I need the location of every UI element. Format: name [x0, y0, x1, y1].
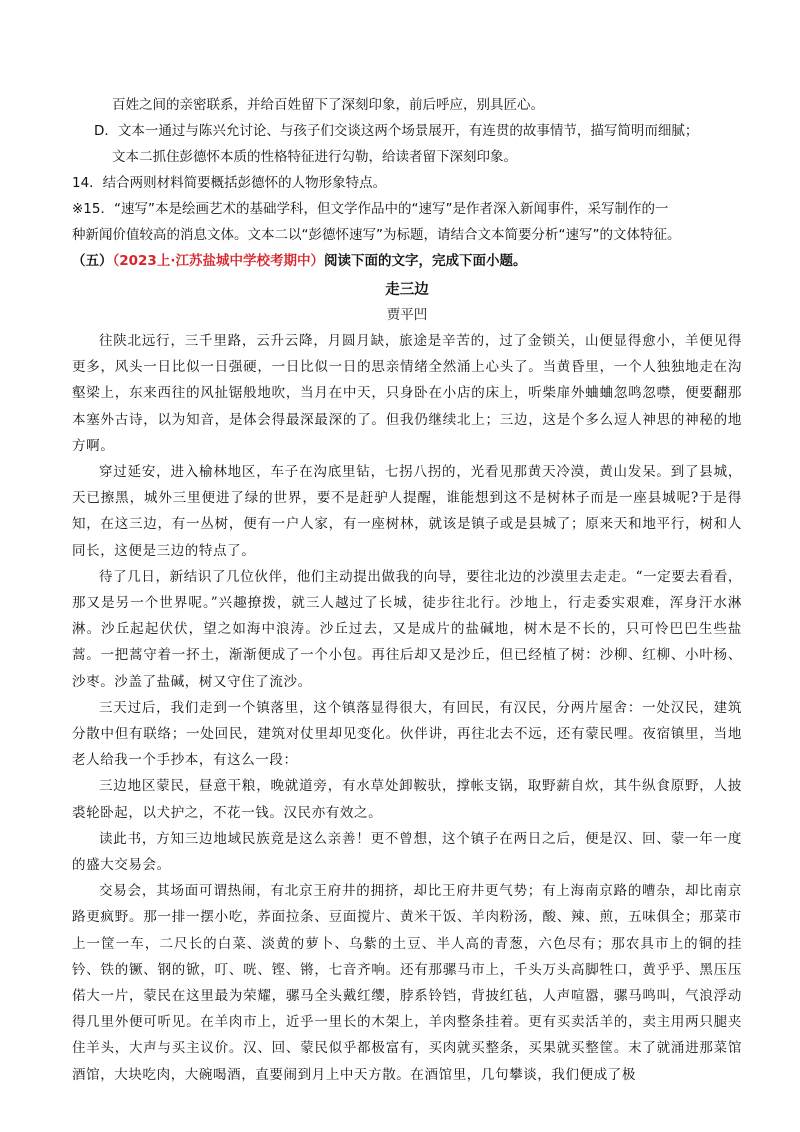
section-number: （五）: [72, 253, 113, 269]
article-title: 走三边: [385, 282, 429, 298]
question-15-line1: ※15．“速写”本是绘画艺术的基础学科，但文学作品中的“速写”是作者深入新闻事件，采写制作的一: [72, 201, 669, 217]
paragraph: 往陕北远行，三千里路，云升云降，月圆月缺，旅途是辛苦的，过了金锁关，山便显得愈小，羊便见得更多，风头一日比似一日强硬，一日比似一日的思亲情绪全然涌上心头了。当黄昏里，一个人独独地走在沟壑梁上，东来西往的风扯锯般地吹，当月在中天，只身卧在小店的床上，听柴扉外蛐蛐忽鸣忽噤，便要翻那本塞外古诗，以为知音，是体会得最深最深的了。但我仍继续北上；三边，这是个多么逗人神思的神秘的地方啊。: [72, 333, 742, 454]
paragraph: 穿过延安，进入榆林地区，车子在沟底里钻，七拐八拐的，光看见那黄天冷漠，黄山发呆。到了县城，天已擦黑，城外三里便进了绿的世界，要不是赶驴人提醒，谁能想到这不是树林子而是一座县城呢?于是得知，在这三边，有一丛树，便有一户人家，有一座树林，就该是镇子或是县城了；原来天和地平行，树和人同长，这便是三边的特点了。: [72, 464, 742, 559]
option-c-continuation: 百姓之间的亲密联系，并给百姓留下了深刻印象，前后呼应，别具匠心。: [112, 97, 544, 113]
option-d-line1: D．文本一通过与陈兴允讨论、与孩子们交谈这两个场景展开，有连贯的故事情节，描写简明而细腻；: [94, 123, 699, 139]
section-instruction: 阅读下面的文字，完成下面小题。: [323, 253, 527, 269]
section-source: （2023上·江苏盐城中学校考期中）: [112, 253, 324, 269]
section-heading: [72, 248, 742, 274]
paragraph: 待了几日，新结识了几位伙伴，他们主动提出做我的向导，要往北边的沙漠里去走走。“一定要去看看，那又是另一个世界呢。”兴趣撩拨，就三人越过了长城，徒步往北行。沙地上，行走委实艰难，浑身汗水淋淋。沙丘起起伏伏，望之如海中浪涛。沙丘过去，又是成片的盐碱地，树木是不长的，只可怜巴巴生些盐蒿。一把蒿守着一抔土，渐渐便成了一个小包。再往后却又是沙丘，但已经植了树：沙柳、红柳、小叶杨、沙枣。沙盖了盐碱，树又守住了流沙。: [72, 568, 742, 690]
paragraph: 读此书，方知三边地域民族竟是这么亲善！更不曾想，这个镇子在两日之后，便是汉、回、蒙一年一度的盛大交易会。: [72, 830, 742, 874]
paragraph: 交易会，其场面可谓热闹，有北京王府井的拥挤，却比王府井更气势；有上海南京路的嘈杂，却比南京路更疯野。那一排一摆小吃，荞面拉条、豆面搅片、黄米干饭、羊肉粉汤，酸、辣、煎，五味俱全；那菜市上一筐一车，二尺长的白菜、淡黄的萝卜、乌紫的土豆、半人高的青葱，六色尽有；那农具市上的铜的挂钤、铁的镢、钢的锨，叮、咣、铿、锵，七音齐响。还有那骡马市上，千头万头高脚牲口，黄乎乎、黑压压偌大一片，蒙民在这里最为荣耀，骡马全头戴红缨，脖系铃铛，背披红毡，人声喧嚣，骡马鸣叫，气浪浮动得几里外便可听见。在羊肉市上，近乎一里长的木架上，羊肉整条挂着。更有买卖活羊的，卖主用两只腿夹住羊头，大声与买主议价。汉、回、蒙民似乎都极富有，买肉就买整条，买果就买整筐。末了就涌进那菜馆酒馆，大块吃肉，大碗喝酒，直要闹到月上中天方散。在酒馆里，几句攀谈，我们便成了极: [72, 883, 742, 1083]
paragraph: 三天过后，我们走到一个镇落里，这个镇落显得很大，有回民，有汉民，分两片屋舍：一处汉民，建筑分散中但有联络；一处回民，建筑对仗里却见变化。伙伴讲，再往北去不远，还有蒙民哩。夜宿镇里，当地老人给我一个手抄本，有这么一段：: [72, 699, 742, 769]
article-body: [72, 328, 742, 1088]
question-block: [72, 92, 742, 274]
article-author: 贾平凹: [386, 307, 428, 323]
question-14: 14．结合两则材料简要概括彭德怀的人物形象特点。: [72, 175, 387, 191]
option-d-line2: 文本二抓住彭德怀本质的性格特征进行勾勒，给读者留下深刻印象。: [112, 149, 517, 165]
quoted-excerpt: 三边地区蒙民，昼意干粮，晚就道旁，有水草处卸鞍驮，撑帐支锅，取野薪自炊，其牛纵食原野，人披裘轮卧起，以犬护之，不花一钱。汉民亦有效之。: [72, 778, 742, 821]
question-15-line2: 种新闻价值较高的消息文体。文本二以“彭德怀速写”为标题，请结合文本简要分析“速写”的文体特征。: [72, 227, 681, 243]
